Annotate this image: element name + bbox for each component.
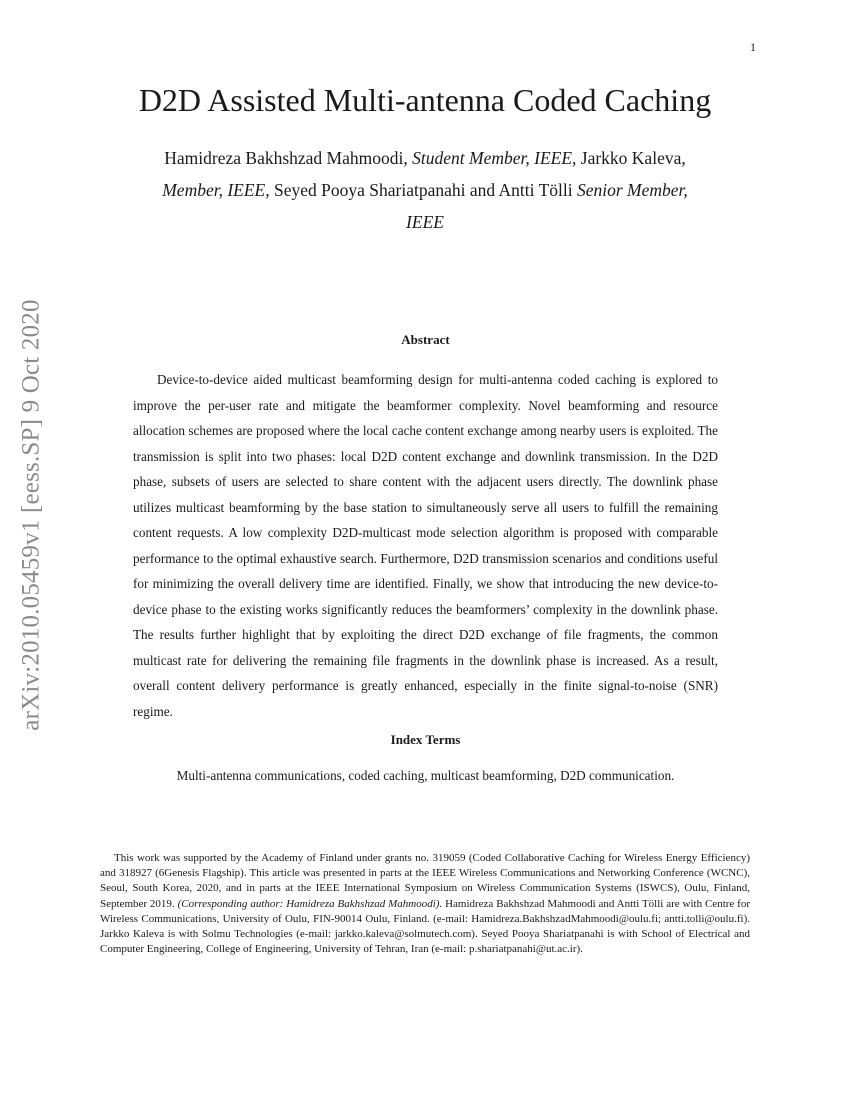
index-terms-heading: Index Terms <box>390 732 461 747</box>
arxiv-side-stamp <box>12 270 52 760</box>
page-number: 1 <box>750 40 756 54</box>
paper-title: D2D Assisted Multi-antenna Coded Caching <box>138 82 712 118</box>
index-terms-body: Multi-antenna communications, coded caching, multicast beamforming, D2D communication. <box>176 768 675 783</box>
abstract-heading: Abstract <box>401 332 450 347</box>
author-membership: Member, IEEE, <box>162 180 270 200</box>
arxiv-identifier: arXiv:2010.05459v1 [eess.SP] 9 Oct 2020 <box>18 299 45 731</box>
footnote-affiliations-text: Hamidreza Bakhshzad Mahmoodi and Antti Tölli are with Centre for Wireless Communications, University of Oulu, FIN-90014 Oulu, Finland. (e-mail: Hamidreza.BakhshzadMahmoodi@oulu.fi; antti.tolli@oulu.fi). Jarkko Kaleva is with Solmu Technologies (e-mail: jarkko.kaleva@solmutech.com). Seyed Pooya Shariatpanahi is with School of Electrical and Computer Engineering, College of Engineering, University of Tehran, Iran (e-mail: p.shariatpanahi@ut.ac.ir). <box>100 897 751 956</box>
author-list <box>150 142 700 238</box>
author-name: Hamidreza Bakhshzad Mahmoodi, <box>164 148 413 168</box>
author-name: Jarkko Kaleva, <box>576 148 686 168</box>
author-membership: Senior Member, IEEE <box>406 180 688 232</box>
author-membership: Student Member, IEEE, <box>412 148 577 168</box>
footnote <box>100 851 750 957</box>
author-name: Seyed Pooya Shariatpanahi and Antti Tölli <box>269 180 577 200</box>
abstract-body: Device-to-device aided multicast beamforming design for multi-antenna coded caching is explored to improve the per-user rate and mitigate the beamformer complexity. Novel beamforming and resource allocation schemes are proposed where the local cache content exchange among nearby users is exploited. The transmission is split into two phases: local D2D content exchange and downlink transmission. In the D2D phase, subsets of users are selected to share content with the adjacent users directly. The downlink phase utilizes multicast beamforming by the base station to simultaneously serve all users to fulfill the remaining content requests. A low complexity D2D-multicast mode selection algorithm is proposed with comparable performance to the optimal exhaustive search. Furthermore, D2D transmission scenarios and conditions useful for minimizing the overall delivery time are identified. Finally, we show that introducing the new device-to-device phase to the existing works significantly reduces the beamformers’ complexity in the downlink phase. The results further highlight that by exploiting the direct D2D exchange of file fragments, the common multicast rate for delivering the remaining file fragments in the downlink phase is increased. As a result, overall content delivery performance is greatly enhanced, especially in the finite signal-to-noise (SNR) regime. <box>133 372 718 719</box>
footnote-funding-text: This work was supported by the Academy of Finland under grants no. 319059 (Coded Collaborative Caching for Wireless Energy Efficiency) and 318927 (6Genesis Flagship). This article was presented in parts at the IEEE Wireless Communications and Networking Conference (WCNC), Seoul, South Korea, 2020, and in parts at the IEEE International Symposium on Wireless Communication Systems (ISWCS), Oulu, Finland, September 2019. <box>100 852 750 910</box>
footnote-corresponding-author: (Corresponding author: Hamidreza Bakhshzad Mahmoodi). <box>177 897 443 910</box>
